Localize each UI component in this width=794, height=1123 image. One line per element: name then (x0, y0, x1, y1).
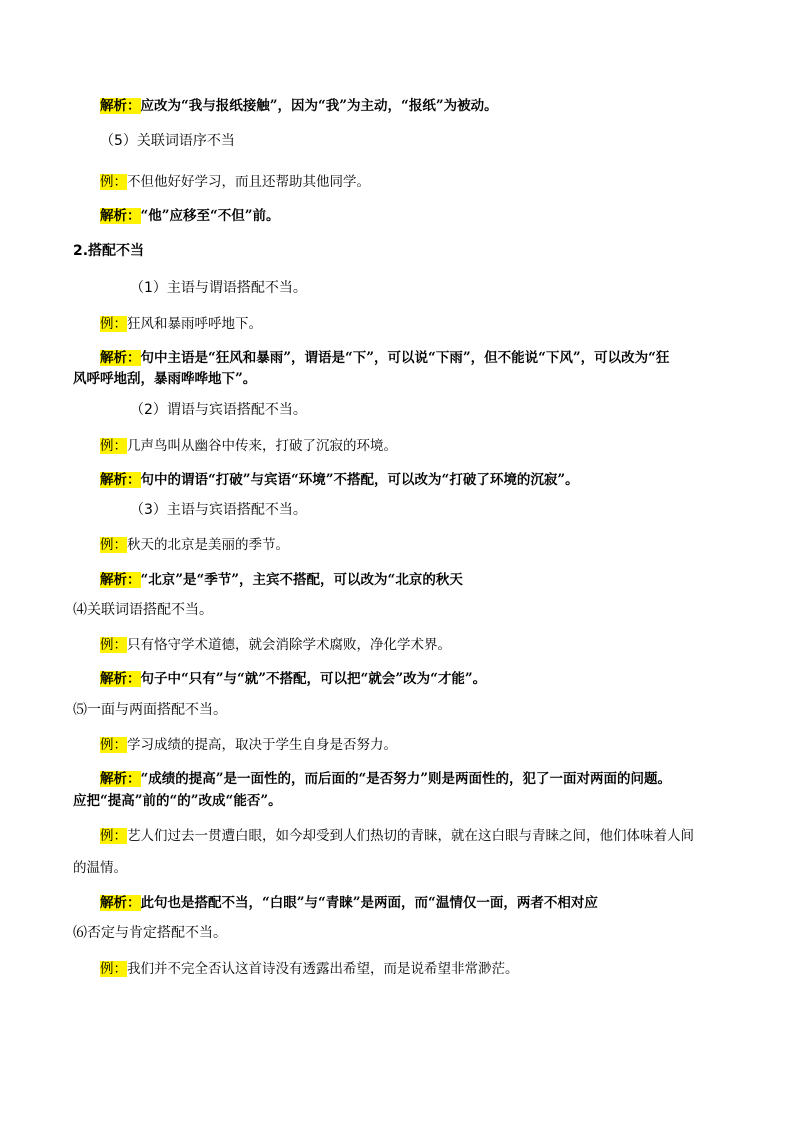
example-text: 学习成绩的提高，取决于学生自身是否努力。 (127, 737, 397, 753)
analysis-line (100, 348, 669, 368)
analysis-label: 解析： (100, 771, 141, 787)
example-label: 例： (100, 174, 127, 190)
example-label: 例： (100, 637, 127, 653)
example-continuation: 的温情。 (73, 860, 127, 876)
analysis-continuation: 风呼呼地刮，暴雨哗哗地下”。 (73, 371, 257, 387)
example-line (100, 959, 519, 979)
subheading: （2）谓语与宾语搭配不当。 (130, 402, 307, 418)
analysis-line (100, 769, 671, 789)
subheading: ⑸一面与两面搭配不当。 (73, 702, 227, 718)
example-label: 例： (100, 828, 127, 844)
analysis-line (100, 570, 463, 590)
analysis-text: “成绩的提高”是一面性的，而后面的“是否努力”则是两面性的，犯了一面对两面的问题。 (140, 771, 672, 787)
subheading: ⑷关联词语搭配不当。 (73, 602, 213, 618)
subheading: （1）主语与谓语搭配不当。 (130, 280, 307, 296)
analysis-continuation: 应把“提高”前的“的”改成“能否”。 (73, 793, 282, 809)
analysis-line (100, 669, 486, 689)
example-label: 例： (100, 961, 127, 977)
example-line (100, 314, 262, 334)
subheading: （3）主语与宾语搭配不当。 (130, 502, 307, 518)
example-text: 不但他好好学习，而且还帮助其他同学。 (127, 174, 370, 190)
analysis-label: 解析： (100, 98, 141, 114)
example-line (100, 436, 397, 456)
example-line (100, 535, 289, 555)
analysis-label: 解析： (100, 208, 141, 224)
example-label: 例： (100, 316, 127, 332)
example-line (100, 172, 370, 192)
example-text: 秋天的北京是美丽的季节。 (127, 537, 289, 553)
example-text: 狂风和暴雨呼呼地下。 (127, 316, 262, 332)
example-line (100, 735, 397, 755)
example-text: 艺人们过去一贯遭白眼，如今却受到人们热切的青睐，就在这白眼与青睐之间，他们体味着人间 (127, 828, 694, 844)
example-label: 例： (100, 737, 127, 753)
analysis-label: 解析： (100, 895, 141, 911)
analysis-text: 句子中“只有”与“就”不搭配，可以把“就会”改为“才能”。 (140, 671, 487, 687)
analysis-line (100, 96, 498, 116)
analysis-label: 解析： (100, 572, 141, 588)
example-line (100, 826, 694, 846)
example-text: 几声鸟叫从幽谷中传来，打破了沉寂的环境。 (127, 438, 397, 454)
analysis-label: 解析： (100, 472, 141, 488)
analysis-text: 此句也是搭配不当，“白眼”与“青睐”是两面，而“温情仅一面，两者不相对应 (140, 895, 598, 911)
example-label: 例： (100, 537, 127, 553)
analysis-text: 句中的谓语“打破”与宾语“环境”不搭配，可以改为“打破了环境的沉寂”。 (140, 472, 579, 488)
analysis-line (100, 206, 280, 226)
example-label: 例： (100, 438, 127, 454)
example-text: 只有恪守学术道德，就会消除学术腐败，净化学术界。 (127, 637, 451, 653)
example-text: 我们并不完全否认这首诗没有透露出希望，而是说希望非常渺茫。 (127, 961, 519, 977)
analysis-text: 句中主语是“狂风和暴雨”，谓语是“下”，可以说“下雨”，但不能说“下风”，可以改为“狂 (140, 350, 670, 366)
analysis-line (100, 470, 579, 490)
analysis-text: “北京”是“季节”，主宾不搭配，可以改为“北京的秋天 (140, 572, 463, 588)
example-line (100, 635, 451, 655)
analysis-text: 应改为“我与报纸接触”，因为“我”为主动，“报纸”为被动。 (140, 98, 498, 114)
analysis-label: 解析： (100, 350, 141, 366)
subheading: ⑹否定与肯定搭配不当。 (73, 925, 227, 941)
subheading: （5）关联词语序不当 (100, 133, 235, 149)
analysis-line (100, 893, 598, 913)
analysis-label: 解析： (100, 671, 141, 687)
analysis-text: “他”应移至“不但”前。 (140, 208, 280, 224)
section-heading: 2.搭配不当 (73, 243, 145, 259)
